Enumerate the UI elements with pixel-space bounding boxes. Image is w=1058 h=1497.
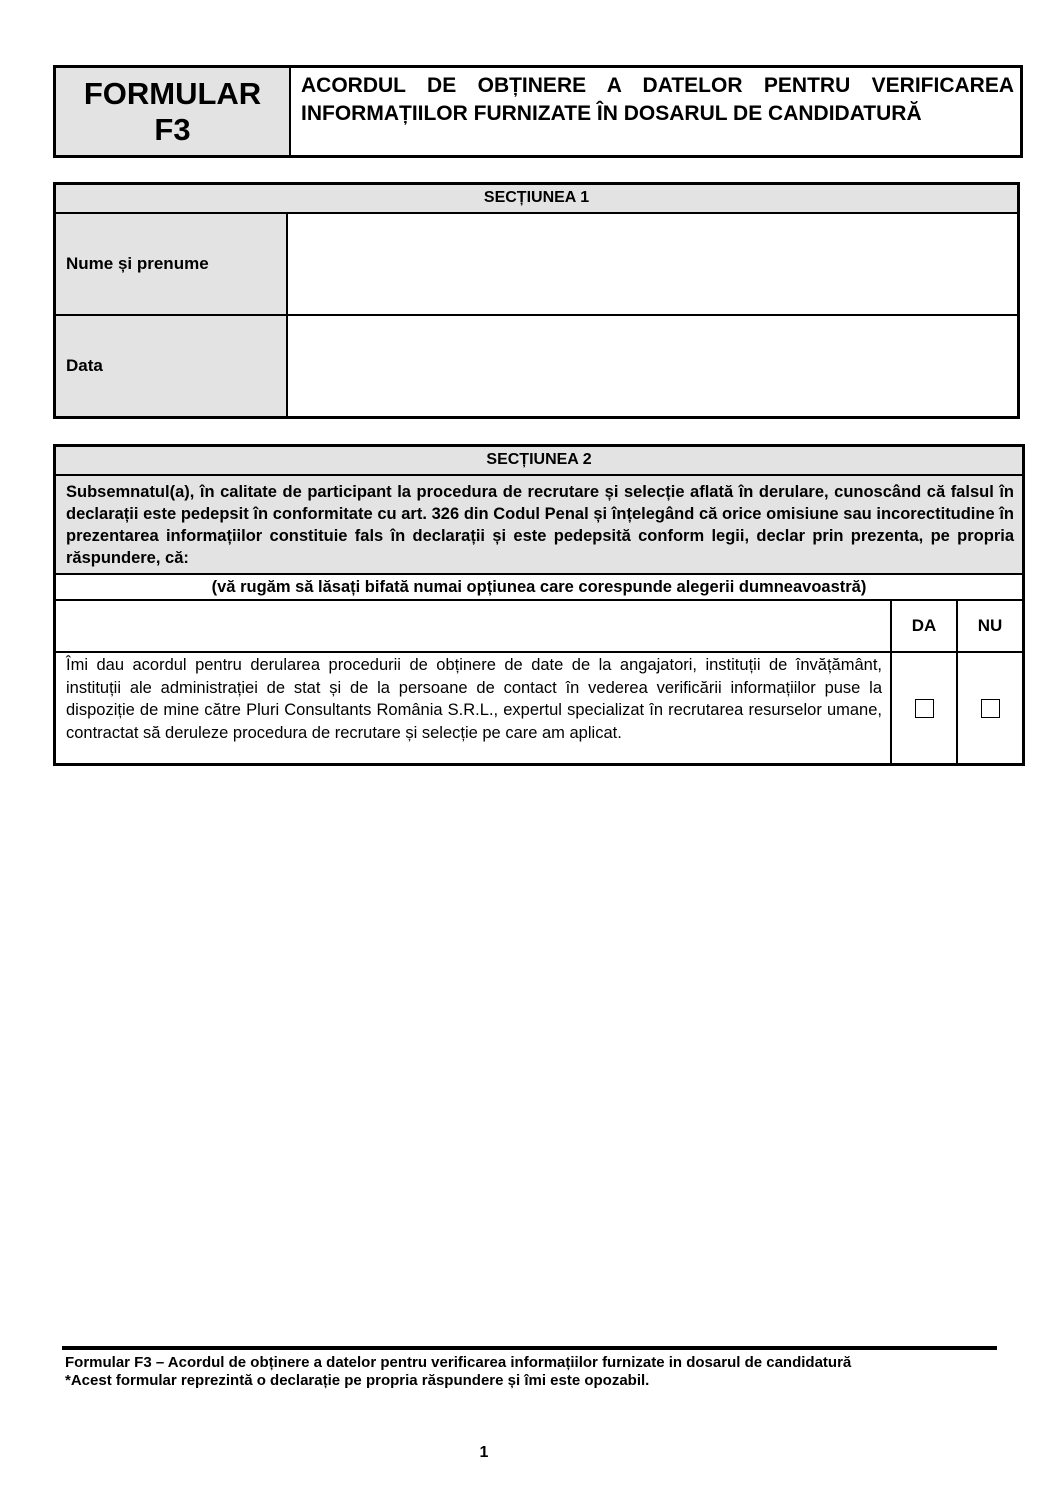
form-header (53, 65, 1023, 158)
selection-instruction: (vă rugăm să lăsați bifată numai opțiunea care corespunde alegerii dumneavoastră) (56, 575, 1022, 601)
consent-statement: Îmi dau acordul pentru derularea procedurii de obținere de date de la angajatori, instituții de învățământ, instituții ale administrației de stat și de la persoane de contact în vederea verificării informațiilor puse la dispoziție de mine către Pluri Consultants România S.R.L., expertul specializat în recrutarea resurselor umane, contractat să deruleze procedura de recrutare și selecție pe care am aplicat. (66, 656, 882, 742)
footer-disclaimer: *Acest formular reprezintă o declarație pe propria răspundere și îmi este opozabil. (65, 1372, 650, 1389)
options-header-row (56, 601, 1022, 653)
form-label: FORMULAR (83, 75, 262, 111)
name-label: Nume și prenume (56, 214, 288, 314)
yes-checkbox[interactable] (915, 699, 934, 718)
date-field[interactable] (288, 316, 1017, 416)
form-code-box (56, 68, 291, 155)
footer (65, 1354, 965, 1390)
name-row (56, 214, 1017, 314)
no-cell (956, 653, 1022, 763)
section-1-title: SECȚIUNEA 1 (56, 185, 1017, 214)
name-field[interactable] (288, 214, 1017, 314)
date-row (56, 314, 1017, 416)
footer-form-title: Formular F3 – Acordul de obținere a datelor pentru verificarea informațiilor furnizate in dosarul de candidatură (65, 1354, 852, 1371)
form-title: ACORDUL DE OBȚINERE A DATELOR PENTRU VERIFICAREA INFORMAȚIILOR FURNIZATE ÎN DOSARUL DE CANDIDATURĂ (301, 74, 1014, 125)
declaration-intro: Subsemnatul(a), în calitate de participant la procedura de recrutare și selecție aflată în derulare, cunoscând că falsul în declarații este pedepsit în conformitate cu art. 326 din Codul Penal și înțelegând că orice omisiune sau incorectitudine în prezentarea informațiilor constituie fals în declarații și este pedepsită conform legii, declar prin prezenta, pe propria răspundere, că: (56, 476, 1022, 575)
yes-column-header: DA (890, 601, 956, 651)
date-label: Data (56, 316, 288, 416)
empty-header-cell (56, 601, 890, 651)
yes-cell (890, 653, 956, 763)
section-2-title: SECȚIUNEA 2 (56, 447, 1022, 476)
page-number: 1 (479, 1444, 489, 1461)
section-2 (53, 444, 1025, 766)
section-1 (53, 182, 1020, 419)
footer-divider (62, 1346, 997, 1350)
no-column-header: NU (956, 601, 1022, 651)
form-number: F3 (154, 111, 191, 147)
consent-row (56, 653, 1022, 763)
no-checkbox[interactable] (981, 699, 1000, 718)
